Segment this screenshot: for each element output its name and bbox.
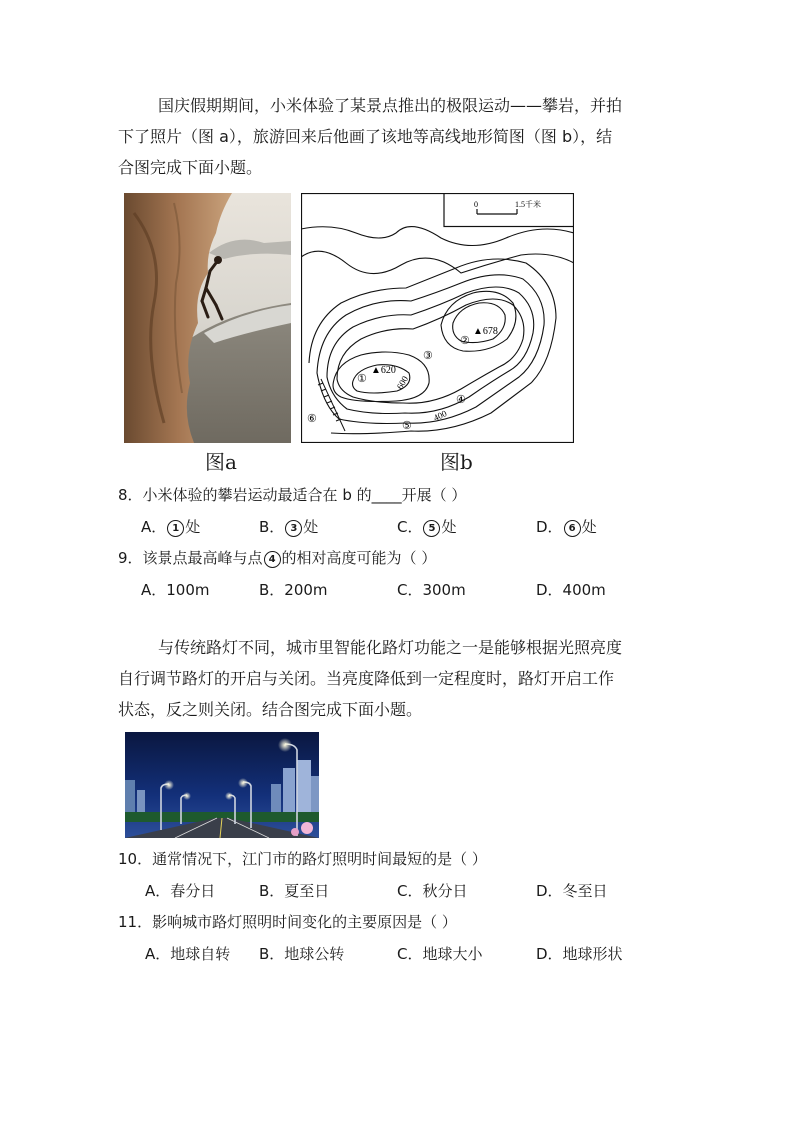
- contour-label-600: 600: [394, 374, 411, 391]
- marker-1: ①: [357, 373, 367, 385]
- passage1-line1: 国庆假期期间，小米体验了某景点推出的极限运动——攀岩，并拍: [158, 96, 623, 115]
- passage1-line2: 下了照片（图 a），旅游回来后他画了该地等高线地形简图（图 b），结: [118, 127, 613, 146]
- marker-6: ⑥: [307, 413, 317, 425]
- q11-option-c: C．地球大小: [397, 945, 483, 963]
- q10-option-d: D．冬至日: [536, 882, 608, 900]
- q10-option-b: B．夏至日: [259, 882, 330, 900]
- q8-option-b: B． 3 处: [259, 518, 319, 536]
- q8-option-c: C． 5 处: [397, 518, 457, 536]
- marker-4: ④: [456, 394, 466, 406]
- q11-stem: 11．影响城市路灯照明时间变化的主要原因是（ ）: [118, 913, 457, 931]
- scale-label: 1.5千米: [515, 200, 541, 209]
- contour-map: [301, 193, 574, 443]
- peak-620: ▲620: [371, 365, 396, 376]
- q10-option-c: C．秋分日: [397, 882, 468, 900]
- marker-2: ②: [460, 335, 470, 347]
- figure-a-caption: 图a: [205, 450, 237, 474]
- q11-option-b: B．地球公转: [259, 945, 345, 963]
- q11-option-d: D．地球形状: [536, 945, 623, 963]
- q10-option-a: A．春分日: [145, 882, 216, 900]
- q8-stem: 8．小米体验的攀岩运动最适合在 b 的____开展（ ）: [118, 486, 467, 504]
- figure-b-caption: 图b: [440, 450, 473, 474]
- passage2-line2: 自行调节路灯的开启与关闭。当亮度降低到一定程度时，路灯开启工作: [118, 669, 615, 688]
- contour-label-400: 400: [431, 408, 449, 423]
- streetlight-photo: [125, 732, 319, 838]
- passage2-line1: 与传统路灯不同，城市里智能化路灯功能之一是能够根据光照亮度: [158, 638, 623, 657]
- q9-option-b: B．200m: [259, 581, 328, 599]
- scale-box: [444, 194, 574, 227]
- q9-option-d: D．400m: [536, 581, 606, 599]
- q11-option-a: A．地球自转: [145, 945, 231, 963]
- scale-zero: 0: [474, 200, 478, 209]
- marker-3: ③: [423, 350, 433, 362]
- q9-option-a: A．100m: [141, 581, 210, 599]
- marker-5: ⑤: [402, 420, 412, 432]
- q8-option-d: D． 6 处: [536, 518, 597, 536]
- peak-678: ▲678: [473, 326, 498, 337]
- climbing-photo: [124, 193, 291, 443]
- q9-stem: 9．该景点最高峰与点 4 的相对高度可能为（ ）: [118, 549, 437, 567]
- passage1-line3: 合图完成下面小题。: [118, 158, 263, 177]
- passage2-line3: 状态，反之则关闭。结合图完成下面小题。: [118, 700, 423, 719]
- q9-option-c: C．300m: [397, 581, 466, 599]
- q10-stem: 10．通常情况下，江门市的路灯照明时间最短的是（ ）: [118, 850, 487, 868]
- q8-option-a: A． 1 处: [141, 518, 201, 536]
